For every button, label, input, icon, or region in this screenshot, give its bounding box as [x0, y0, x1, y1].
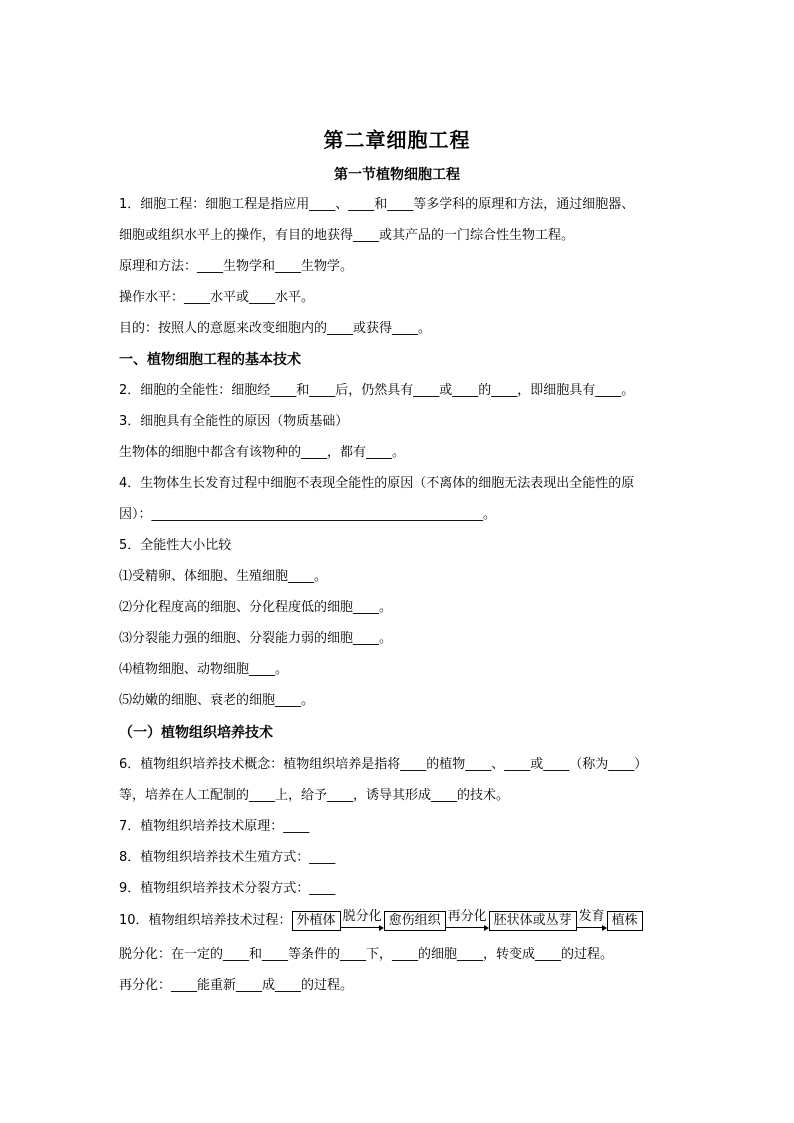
text-line: 细胞或组织水平上的操作，有目的地获得____或其产品的一门综合性生物工程。 [119, 228, 575, 243]
text-line: 7．植物组织培养技术原理：____ [119, 819, 310, 834]
text-line: ⑷植物细胞、动物细胞____。 [119, 662, 289, 677]
arrow-head-icon [484, 925, 489, 931]
text-line: 再分化：____能重新____成____的过程。 [119, 978, 354, 993]
text-line: 原理和方法：____生物学和____生物学。 [119, 259, 354, 274]
process-flow [119, 910, 699, 932]
process-arrow-development [577, 910, 607, 932]
arrow-shaft [577, 927, 603, 928]
process-step-embryoid: 胚状体或丛芽 [489, 911, 577, 931]
process-arrow-redifferentiation [446, 910, 489, 932]
process-label: 10．植物组织培养技术过程： [119, 913, 292, 928]
text-line: 6．植物组织培养技术概念：植物组织培养是指将____的植物____、____或____（称为____） [119, 757, 648, 772]
section-heading: 一、植物细胞工程的基本技术 [119, 352, 301, 368]
text-line: ⑶分裂能力强的细胞、分裂能力弱的细胞____。 [119, 631, 393, 646]
process-step-explant: 外植体 [292, 911, 341, 931]
text-line: 3．细胞具有全能性的原因（物质基础） [119, 414, 349, 429]
text-line: 生物体的细胞中都含有该物种的____，都有____。 [119, 445, 406, 460]
text-line: ⑴受精卵、体细胞、生殖细胞____。 [119, 569, 328, 584]
text-line: 5．全能性大小比较 [119, 538, 232, 553]
text-line: ⑵分化程度高的细胞、分化程度低的细胞____。 [119, 600, 393, 615]
arrow-head-icon [379, 925, 384, 931]
arrow-label: 发育 [578, 909, 605, 924]
text-line: 目的：按照人的意愿来改变细胞内的____或获得____。 [119, 321, 432, 336]
text-line: ⑸幼嫩的细胞、衰老的细胞____。 [119, 693, 315, 708]
arrow-label: 脱分化 [342, 909, 382, 924]
text-line: 2．细胞的全能性：细胞经____和____后，仍然具有____或____的____，即细胞具有____。 [119, 383, 635, 398]
process-step-callus: 愈伤组织 [384, 911, 446, 931]
text-line: 9．植物组织培养技术分裂方式：____ [119, 881, 336, 896]
arrow-shaft [341, 927, 380, 928]
chapter-title: 第二章细胞工程 [323, 128, 471, 152]
section-title: 第一节植物细胞工程 [334, 167, 460, 183]
subsection-heading: （一）植物组织培养技术 [119, 725, 273, 741]
text-line: 1．细胞工程：细胞工程是指应用____、____和____等多学科的原理和方法，通过细胞器、 [119, 197, 635, 212]
text-line: 4．生物体生长发育过程中细胞不表现全能性的原因（不离体的细胞无法表现出全能性的原 [119, 476, 635, 491]
text-line: 等，培养在人工配制的____上，给予____，诱导其形成____的技术。 [119, 788, 510, 803]
text-line: 脱分化：在一定的____和____等条件的____下，____的细胞____，转变成____的过程。 [119, 947, 614, 962]
arrow-head-icon [602, 925, 607, 931]
process-arrow-dedifferentiation [341, 910, 384, 932]
arrow-shaft [446, 927, 485, 928]
text-line: 因）：___________________________________________________。 [119, 507, 497, 522]
process-step-plant: 植株 [607, 911, 643, 931]
arrow-label: 再分化 [447, 909, 487, 924]
text-line: 8．植物组织培养技术生殖方式：____ [119, 850, 336, 865]
text-line: 操作水平：____水平或____水平。 [119, 290, 315, 305]
